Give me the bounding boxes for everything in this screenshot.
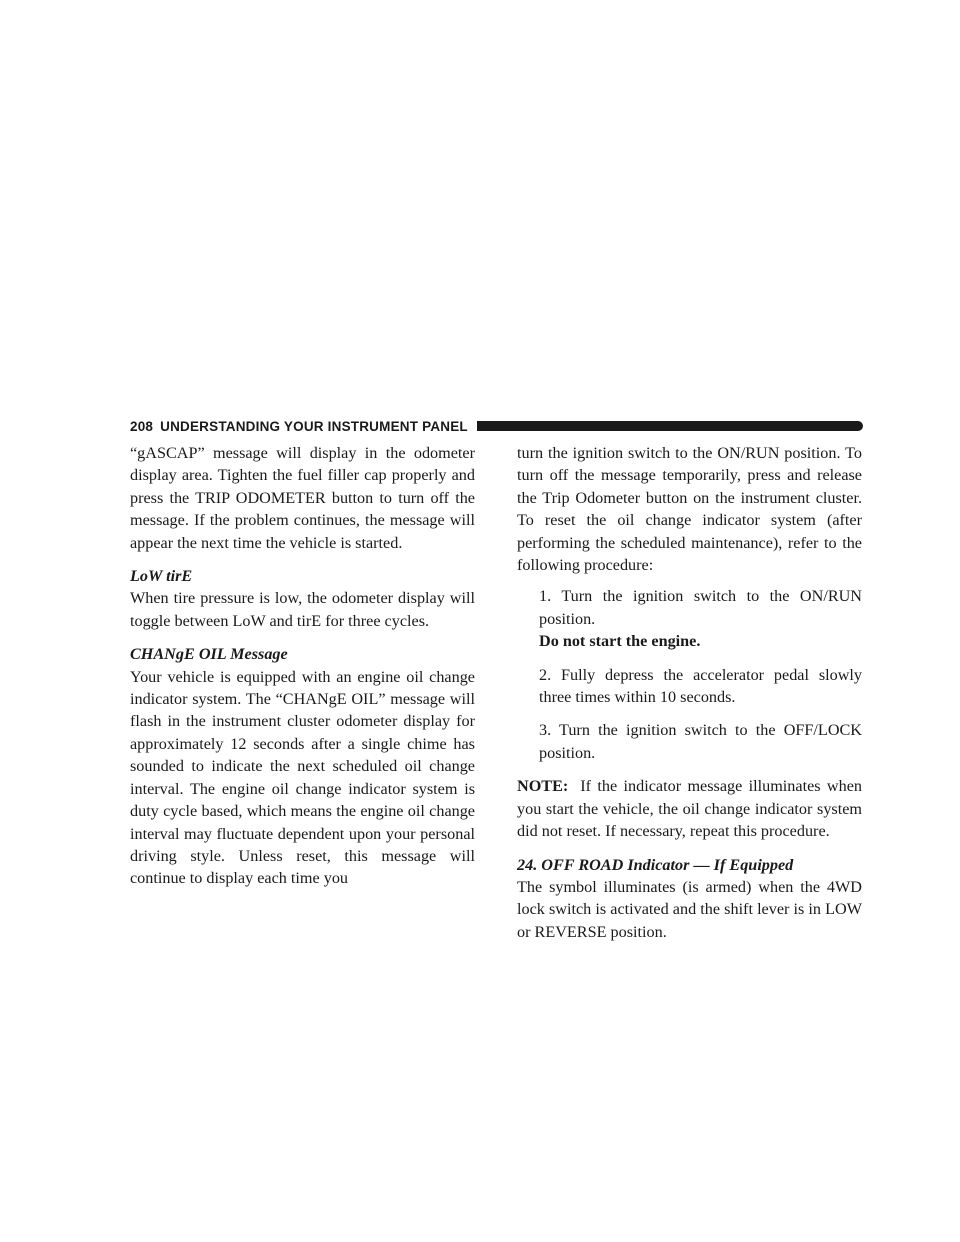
header-rule: [477, 421, 863, 431]
right-column: [517, 442, 862, 943]
off-road-heading: 24. OFF ROAD Indicator — If Equipped: [517, 855, 794, 874]
left-column: [130, 442, 475, 890]
note-paragraph: [517, 775, 862, 842]
step-1-warning: Do not start the engine.: [539, 632, 701, 651]
procedure-step-1: [517, 585, 862, 652]
off-road-paragraph: The symbol illuminates (is armed) when the 4WD lock switch is activated and the shift lever is in LOW or REVERSE position.: [517, 877, 862, 941]
low-tire-paragraph: When tire pressure is low, the odometer display will toggle between LoW and tirE for three cycles.: [130, 589, 475, 630]
low-tire-heading: LoW tirE: [130, 567, 193, 586]
section-title: UNDERSTANDING YOUR INSTRUMENT PANEL: [160, 418, 468, 434]
note-label: NOTE:: [517, 777, 569, 796]
gascap-paragraph: “gASCAP” message will display in the odometer display area. Tighten the fuel filler cap properly and press the TRIP ODOMETER button to turn off the message. If the problem continues, the message will appear the next time the vehicle is started.: [130, 444, 475, 552]
procedure-step-3: 3. Turn the ignition switch to the OFF/LOCK position.: [539, 721, 862, 762]
change-oil-heading: CHANgE OIL Message: [130, 645, 288, 664]
page-number: 208: [130, 418, 154, 434]
step-1-text: 1. Turn the ignition switch to the ON/RUN position.: [539, 587, 862, 628]
note-text: If the indicator message illuminates when you start the vehicle, the oil change indicator system did not reset. If necessary, repeat this procedure.: [517, 777, 862, 841]
page-header: [130, 416, 863, 436]
reset-intro-paragraph: turn the ignition switch to the ON/RUN position. To turn off the message temporarily, press and release the Trip Odometer button on the instrument cluster. To reset the oil change indicator system (after performing the scheduled maintenance), refer to the following procedure:: [517, 444, 862, 575]
change-oil-paragraph: Your vehicle is equipped with an engine oil change indicator system. The “CHANgE OIL” message will flash in the instrument cluster odometer display for approximately 12 seconds after a single chime has sounded to indicate the next scheduled oil change interval. The engine oil change indicator system is duty cycle based, which means the engine oil change interval may fluctuate dependent upon your personal driving style. Unless reset, this message will continue to display each time you: [130, 667, 475, 888]
procedure-step-2: 2. Fully depress the accelerator pedal slowly three times within 10 seconds.: [539, 665, 862, 707]
